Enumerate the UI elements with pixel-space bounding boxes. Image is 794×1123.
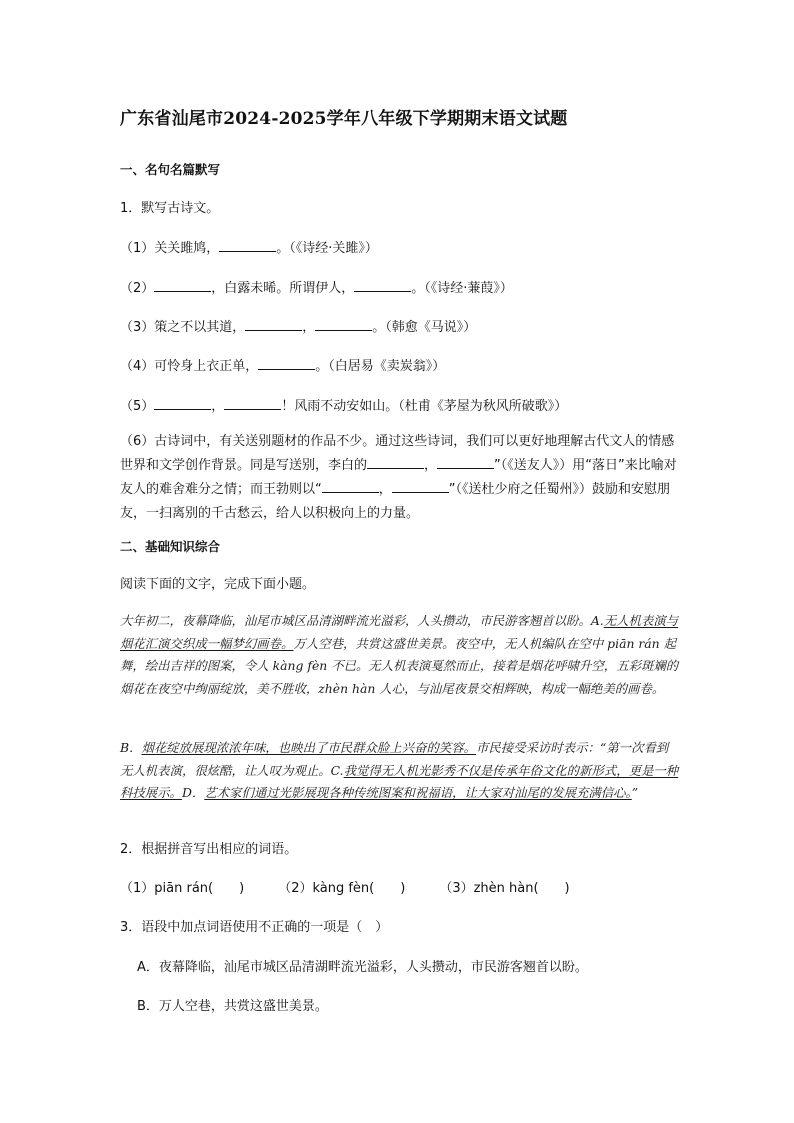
poem-item-4: （4）可怜身上衣正单， 。（白居易《卖炭翁》）: [120, 355, 445, 377]
section-heading-1: 一、名句名篇默写: [120, 162, 221, 177]
answer-blank[interactable]: [154, 395, 211, 410]
poem-item-1: （1）关关雎鸠， 。（《诗经·关雎》）: [120, 237, 378, 259]
underlined-sentence-a: 无人机表演与烟花汇演交织成一幅梦幻画卷。: [120, 613, 679, 651]
poem-item-3: （3）策之不以其道， ， 。（韩愈《马说》）: [120, 316, 476, 338]
page-title: 广东省汕尾市2024-2025学年八年级下学期期末语文试题: [120, 109, 568, 129]
question-2: 2．根据拼音写出相应的词语。: [120, 842, 298, 857]
poem-item-2: （2） ，白露未晞。所谓伊人， 。（《诗经·蒹葭》）: [120, 277, 513, 299]
reading-intro: 阅读下面的文字，完成下面小题。: [120, 577, 316, 592]
underlined-sentence-b: 烟花绽放展现浓浓年味，也映出了市民群众脸上兴奋的笑容。: [141, 740, 477, 755]
passage-paragraph-1: 大年初二，夜幕降临，汕尾市城区品清湖畔流光溢彩，人头攒动，市民游客翘首以盼。A.无人机表演与烟花汇演交织成一幅梦幻画卷。万人空巷，共赏这盛世美景。夜空中，无人机编队在空中 piān rán 起舞，绘出吉祥的图案，令人 kàng fèn 不已。无人机表演戛然而止，接着是烟花呼啸升空，五彩斑斓的烟花在夜空中绚丽绽放，美不胜收，zhèn hàn 人心，与汕尾夜景交相辉映，构成一幅绝美的画卷。: [120, 613, 679, 696]
answer-blank[interactable]: [437, 454, 494, 469]
answer-blank[interactable]: [258, 355, 315, 370]
answer-blank[interactable]: [219, 237, 276, 252]
underlined-sentence-d: 艺术家们通过光影展现各种传统图案和祝福语，让大家对汕尾的发展充满信心。: [204, 785, 632, 801]
answer-blank[interactable]: [245, 316, 302, 331]
option-b[interactable]: B．万人空巷，共赏这盛世美景。: [137, 999, 328, 1014]
answer-blank[interactable]: [224, 395, 281, 410]
answer-blank[interactable]: [315, 316, 372, 331]
option-a[interactable]: A．夜幕降临，汕尾市城区品清湖畔流光溢彩，人头攒动，市民游客翘首以盼。: [137, 960, 588, 975]
passage-paragraph-2: B．烟花绽放展现浓浓年味，也映出了市民群众脸上兴奋的笑容。市民接受采访时表示：“第一次看到无人机表演，很炫酷，让人叹为观止。C.我觉得无人机光影秀不仅是传承年俗文化的新形式，更是一种科技展示。D．艺术家们通过光影展现各种传统图案和祝福语，让大家对汕尾的发展充满信心。”: [120, 740, 679, 801]
answer-blank[interactable]: [367, 454, 424, 469]
poem-item-6: （6）古诗词中，有关送别题材的作品不少。通过这些诗词，我们可以更好地理解古代文人的情感世界和文学创作背景。同是写送别，李白的 ， ”（《送友人》）用“落日”来比喻对友人的难舍难分之情；而王勃则以“ ， ”（《送杜少府之任蜀州》）鼓励和安慰朋友，一扫离别的千古愁云，给人以积极向上的力量。: [120, 434, 677, 521]
underlined-sentence-c: 我觉得无人机光影秀不仅是传承年俗文化的新形式，更是一种科技展示。: [120, 762, 679, 801]
answer-blank[interactable]: [322, 478, 379, 493]
question-3: 3．语段中加点词语使用不正确的一项是（ ）: [120, 920, 389, 935]
question-2-items: （1）piān rán( ) （2）kàng fèn( ) （3）zhèn hàn( ): [120, 881, 570, 896]
answer-blank[interactable]: [392, 478, 449, 493]
poem-item-5: （5） ， ！风雨不动安如山。（杜甫《茅屋为秋风所破歌》）: [120, 395, 567, 417]
answer-blank[interactable]: [354, 277, 411, 292]
question-1: 1．默写古诗文。: [120, 201, 220, 216]
answer-blank[interactable]: [154, 277, 211, 292]
section-heading-2: 二、基础知识综合: [120, 539, 221, 554]
